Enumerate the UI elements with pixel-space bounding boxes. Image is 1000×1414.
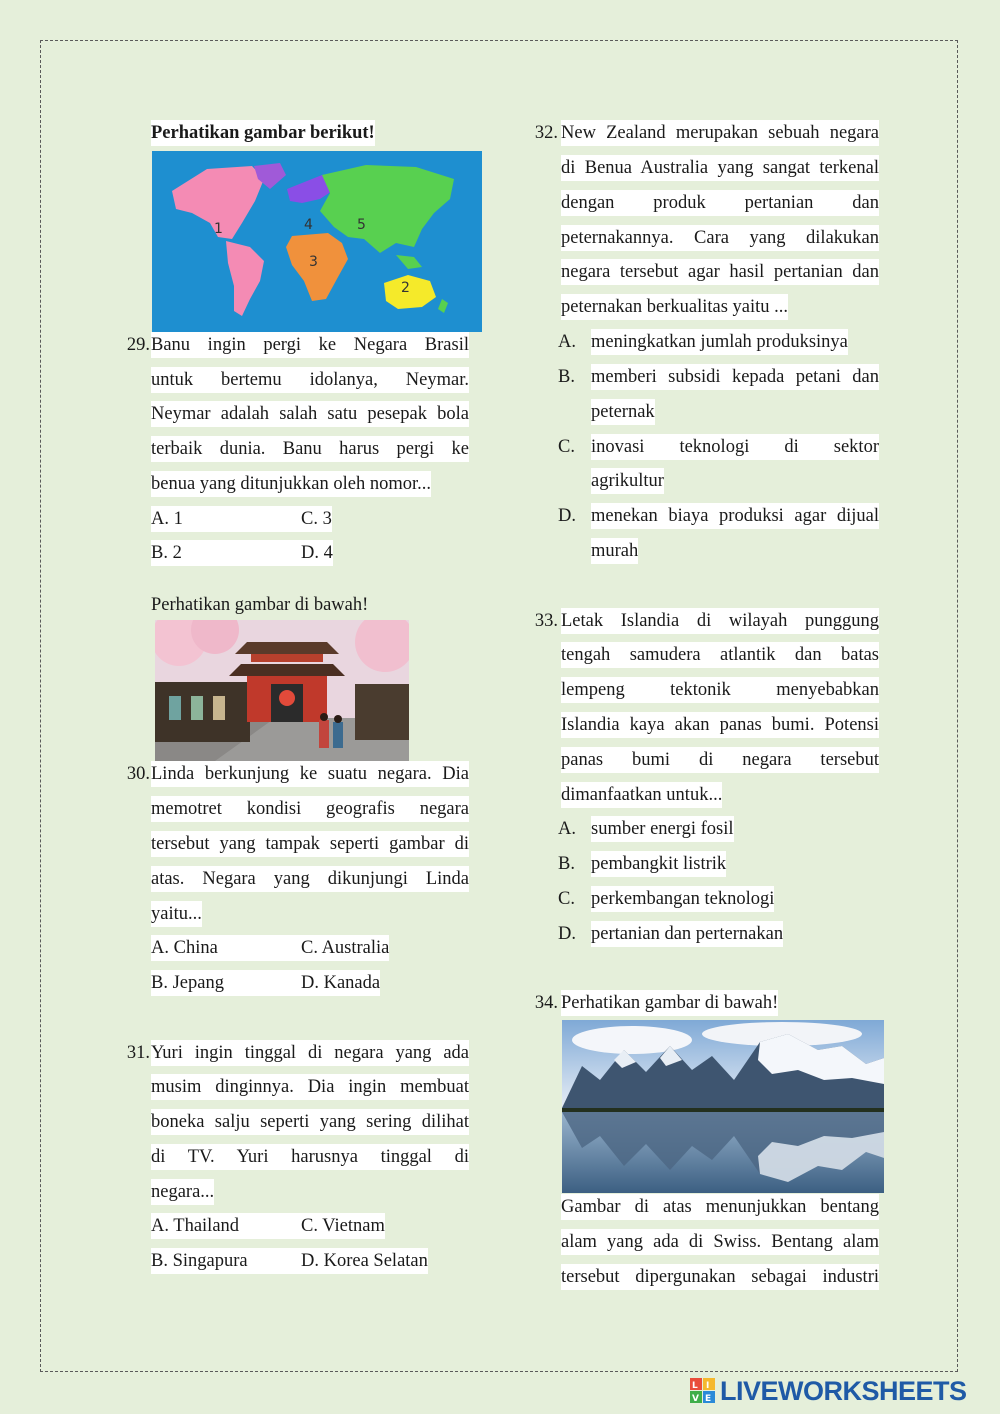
q29-option-c[interactable]: C. 3 bbox=[301, 506, 332, 532]
logo-letter-v: V bbox=[692, 1394, 699, 1404]
q33-option-c[interactable]: perkembangan teknologi bbox=[591, 886, 774, 912]
q29-intro: Perhatikan gambar berikut! bbox=[151, 120, 375, 146]
q34-line: tersebut dipergunakan sebagai industri bbox=[561, 1264, 879, 1290]
q30-option-b[interactable]: B. Jepang bbox=[151, 970, 301, 996]
q32-line: peternakannya. Cara yang dilakukan bbox=[561, 225, 879, 251]
q33-line: dimanfaatkan untuk... bbox=[561, 782, 722, 808]
world-map-svg bbox=[152, 151, 482, 332]
q33-line: panas bumi di negara tersebut bbox=[561, 747, 879, 773]
q32-line: negara tersebut agar hasil pertanian dan bbox=[561, 259, 879, 285]
q29-number: 29. bbox=[126, 335, 150, 355]
logo-letter-i: I bbox=[706, 1381, 710, 1391]
q34-line: alam yang ada di Swiss. Bentang alam bbox=[561, 1229, 879, 1255]
q30-line: atas. Negara yang dikunjungi Linda bbox=[151, 866, 469, 892]
logo-letter-e: E bbox=[705, 1394, 712, 1404]
map-label-3: 3 bbox=[309, 254, 318, 270]
q32-option-c[interactable]: inovasi teknologi di sektor bbox=[591, 434, 879, 460]
map-label-1: 1 bbox=[214, 221, 223, 237]
q33-line: tengah samudera atlantik dan batas bbox=[561, 642, 879, 668]
q29-line: Banu ingin pergi ke Negara Brasil bbox=[151, 332, 469, 358]
map-label-5: 5 bbox=[357, 217, 366, 233]
q31-line: boneka salju seperti yang sering dilihat bbox=[151, 1109, 469, 1135]
q30-line: memotret kondisi geografis negara bbox=[151, 796, 469, 822]
liveworksheets-wordmark: LIVEWORKSHEETS bbox=[720, 1375, 967, 1406]
q30-number: 30. bbox=[126, 764, 150, 784]
q33-option-a[interactable]: sumber energi fosil bbox=[591, 816, 734, 842]
temple-photo-svg bbox=[155, 620, 409, 761]
q29-option-d[interactable]: D. 4 bbox=[301, 540, 333, 566]
temple-photo bbox=[155, 620, 409, 761]
q33-option-d-letter: D. bbox=[558, 924, 576, 944]
mountain-lake-photo-svg bbox=[562, 1020, 884, 1193]
q29-line: benua yang ditunjukkan oleh nomor... bbox=[151, 471, 431, 497]
q30-option-c[interactable]: C. Australia bbox=[301, 935, 389, 961]
q29-line: terbaik dunia. Banu harus pergi ke bbox=[151, 436, 469, 462]
q33-line: Islandia kaya akan panas bumi. Potensi bbox=[561, 712, 879, 738]
q29-option-a[interactable]: A. 1 bbox=[151, 506, 301, 532]
q31-number: 31. bbox=[126, 1043, 150, 1063]
liveworksheets-logo-icon bbox=[690, 1378, 716, 1404]
q30-option-a[interactable]: A. China bbox=[151, 935, 301, 961]
q32-option-b-letter: B. bbox=[558, 367, 575, 387]
q33-option-d[interactable]: pertanian dan perternakan bbox=[591, 921, 783, 947]
q33-line: lempeng tektonik menyebabkan bbox=[561, 677, 879, 703]
q31-option-a[interactable]: A. Thailand bbox=[151, 1213, 301, 1239]
q32-line: New Zealand merupakan sebuah negara bbox=[561, 120, 879, 146]
q33-option-b[interactable]: pembangkit listrik bbox=[591, 851, 726, 877]
q29-line: Neymar adalah salah satu pesepak bola bbox=[151, 401, 469, 427]
map-label-2: 2 bbox=[401, 280, 410, 296]
q32-option-b[interactable]: memberi subsidi kepada petani dan bbox=[591, 364, 879, 390]
q30-intro: Perhatikan gambar di bawah! bbox=[151, 595, 369, 615]
q32-option-a-letter: A. bbox=[558, 332, 576, 352]
logo-letter-l: L bbox=[692, 1381, 698, 1391]
q31-line: di TV. Yuri harusnya tinggal di bbox=[151, 1144, 469, 1170]
q32-line: di Benua Australia yang sangat terkenal bbox=[561, 155, 879, 181]
q30-option-d[interactable]: D. Kanada bbox=[301, 970, 380, 996]
q33-line: Letak Islandia di wilayah punggung bbox=[561, 608, 879, 634]
q32-option-c-letter: C. bbox=[558, 437, 575, 457]
q33-number: 33. bbox=[534, 611, 558, 631]
q32-option-b-cont[interactable]: peternak bbox=[591, 399, 655, 425]
q32-number: 32. bbox=[534, 123, 558, 143]
q33-option-a-letter: A. bbox=[558, 819, 576, 839]
q31-option-c[interactable]: C. Vietnam bbox=[301, 1213, 385, 1239]
q32-option-d[interactable]: menekan biaya produksi agar dijual bbox=[591, 503, 879, 529]
q31-option-b[interactable]: B. Singapura bbox=[151, 1248, 301, 1274]
map-label-4: 4 bbox=[304, 217, 313, 233]
q33-option-b-letter: B. bbox=[558, 854, 575, 874]
q32-option-d-letter: D. bbox=[558, 506, 576, 526]
q29-option-b[interactable]: B. 2 bbox=[151, 540, 301, 566]
q32-option-a[interactable]: meningkatkan jumlah produksinya bbox=[591, 329, 848, 355]
q31-line: negara... bbox=[151, 1179, 214, 1205]
q34-line: Gambar di atas menunjukkan bentang bbox=[561, 1194, 879, 1220]
world-map-image bbox=[152, 151, 482, 332]
q31-line: musim dinginnya. Dia ingin membuat bbox=[151, 1074, 469, 1100]
q30-line: tersebut yang tampak seperti gambar di bbox=[151, 831, 469, 857]
q30-line: Linda berkunjung ke suatu negara. Dia bbox=[151, 761, 469, 787]
q34-number: 34. bbox=[534, 993, 558, 1013]
q31-line: Yuri ingin tinggal di negara yang ada bbox=[151, 1040, 469, 1066]
mountain-lake-photo bbox=[562, 1020, 884, 1193]
q32-option-d-cont[interactable]: murah bbox=[591, 538, 638, 564]
q34-intro: Perhatikan gambar di bawah! bbox=[561, 990, 778, 1016]
q32-line: peternakan berkualitas yaitu ... bbox=[561, 294, 788, 320]
q29-line: untuk bertemu idolanya, Neymar. bbox=[151, 367, 469, 393]
q31-option-d[interactable]: D. Korea Selatan bbox=[301, 1248, 428, 1274]
q30-line: yaitu... bbox=[151, 901, 202, 927]
q33-option-c-letter: C. bbox=[558, 889, 575, 909]
q32-line: dengan produk pertanian dan bbox=[561, 190, 879, 216]
liveworksheets-brand[interactable] bbox=[690, 1374, 990, 1408]
q32-option-c-cont[interactable]: agrikultur bbox=[591, 468, 664, 494]
